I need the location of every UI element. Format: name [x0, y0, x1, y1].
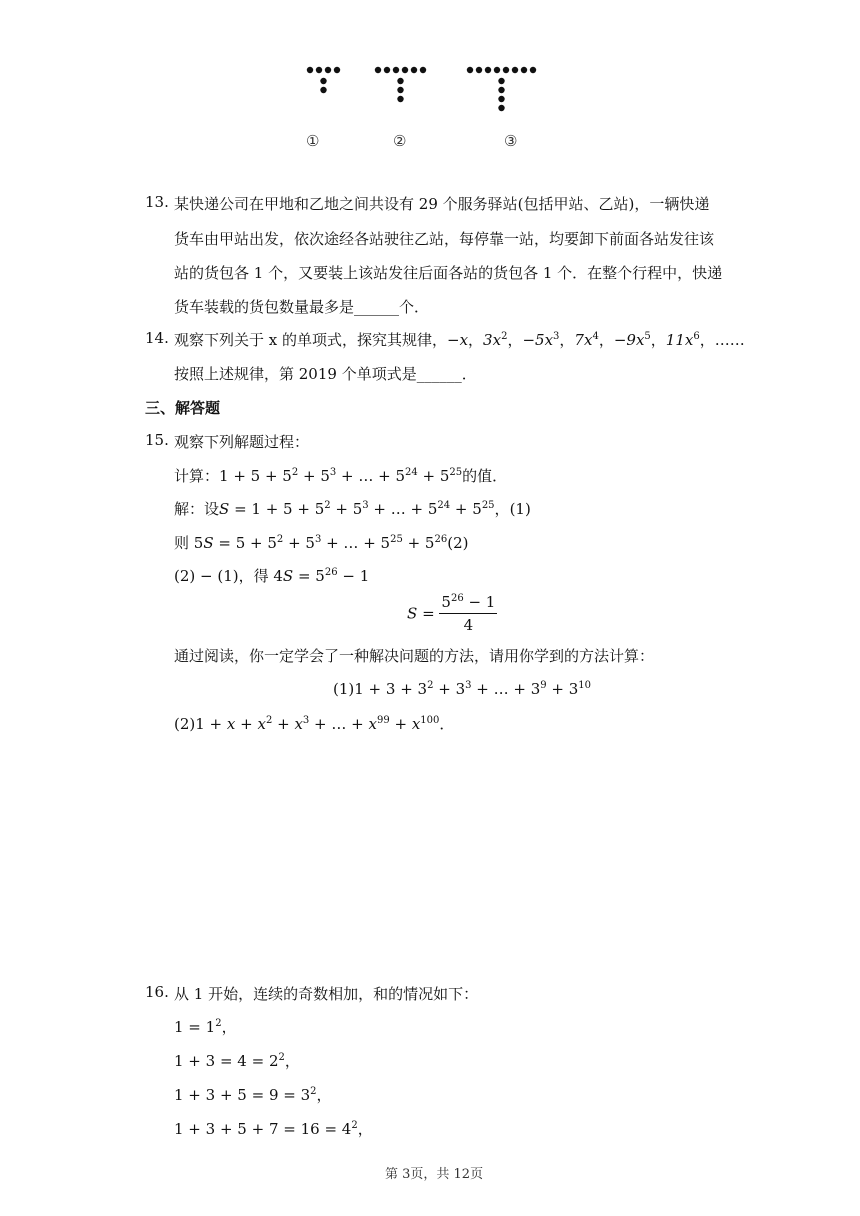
part-2: $(2)1 + x + x^2 + x^3$ + … + $x^{99} + x^{100}$．	[174, 715, 455, 733]
question-text-line: 站的货包各 1 个，又要装上该站发往后面各站的货包各 1 个．在整个行程中，快递	[174, 264, 723, 282]
term: 11x	[665, 331, 694, 349]
pattern-dot	[393, 67, 399, 73]
figure-label-2: ②	[393, 132, 407, 150]
term: 3x	[483, 331, 502, 349]
question-text-line: 货车由甲站出发，依次途经各站驶往乙站，每停靠一站，均要卸下前面各站发往该	[174, 230, 715, 248]
page-footer: 第 3页，共 12页	[385, 1167, 484, 1182]
question-text-line: 从 1 开始，连续的奇数相加，和的情况如下：	[174, 985, 479, 1003]
question-text-line: 通过阅读，你一定学会了一种解决问题的方法，请用你学到的方法计算：	[174, 647, 655, 665]
formula: $S = 1 + 5 + 5^2 + 5^3$ + … + $5^{24} + 5^{25}$	[219, 500, 495, 518]
pattern-dot	[397, 96, 403, 102]
pattern-dot	[397, 87, 403, 93]
formula: $1 + x + x^2 + x^3$ + … + $x^{99} + x^{100}$	[195, 715, 440, 733]
solution-line: (2) − (1)，得 $4S = 5^{26} - 1$	[174, 567, 370, 585]
question-number: 13.	[145, 193, 169, 211]
question-text-line: 观察下列关于 x 的单项式，探究其规律，−x，$3x^2$，$-5x^3$，$7x^4$，$-9x^5$，$11x^6$，……	[174, 331, 745, 349]
pattern-dot	[503, 67, 509, 73]
dot-pattern-figure	[290, 58, 570, 158]
pattern-dot	[530, 67, 536, 73]
pattern-dot	[375, 67, 381, 73]
question-number: 16.	[145, 983, 169, 1001]
calc-line: 计算：$1 + 5 + 5^2 + 5^3$ + … + $5^{24} + 5^{25}$的值．	[174, 467, 508, 485]
term: −5x	[522, 331, 554, 349]
pattern-dot	[498, 87, 504, 93]
section-heading: 三、解答题	[145, 399, 221, 417]
question-number: 15.	[145, 431, 169, 449]
pattern-dot	[476, 67, 482, 73]
equation-line: $1 + 3 = 4 = 2^2$，	[174, 1052, 300, 1070]
pattern-dot	[411, 67, 417, 73]
pattern-dot	[498, 78, 504, 84]
pattern-dot	[467, 67, 473, 73]
pattern-dot	[325, 67, 331, 73]
equation-line: $1 + 3 + 5 = 9 = 3^2$，	[174, 1086, 332, 1104]
question-text-line: 观察下列解题过程：	[174, 433, 310, 451]
pattern-dot	[498, 105, 504, 111]
pattern-3	[467, 67, 536, 111]
pattern-dot	[320, 78, 326, 84]
pattern-1	[307, 67, 340, 93]
pattern-dot	[498, 96, 504, 102]
pattern-dot	[512, 67, 518, 73]
pattern-dot	[420, 67, 426, 73]
question-text-line: 货车装载的货包数量最多是______个．	[174, 298, 430, 316]
pattern-dot	[307, 67, 313, 73]
pattern-dot	[334, 67, 340, 73]
pattern-dot	[402, 67, 408, 73]
pattern-dot	[316, 67, 322, 73]
term: 7x	[574, 331, 593, 349]
pattern-dot	[320, 87, 326, 93]
equation-line: $1 + 3 + 5 + 7 = 16 = 4^2$，	[174, 1120, 373, 1138]
figure-label-1: ①	[306, 132, 320, 150]
pattern-dot	[521, 67, 527, 73]
fraction-result: S = $\frac{5^{26} - 1}{4}$	[407, 593, 496, 634]
question-number: 14.	[145, 329, 169, 347]
fraction: $\frac{5^{26} - 1}{4}$	[441, 593, 496, 634]
pattern-dot	[485, 67, 491, 73]
formula: $4S = 5^{26} - 1$	[273, 567, 370, 585]
formula: $1 + 5 + 5^2 + 5^3$ + … + $5^{24} + 5^{25}$	[219, 467, 463, 485]
pattern-dot	[494, 67, 500, 73]
formula: $5S = 5 + 5^2 + 5^3$ + … + $5^{25} + 5^{26}$	[193, 534, 448, 552]
figure-label-3: ③	[504, 132, 518, 150]
question-text-line: 某快递公司在甲地和乙地之间共设有 29 个服务驿站(包括甲站、乙站)，一辆快递	[174, 195, 710, 213]
part-1: $(1)1 + 3 + 3^2 + 3^3$ + … + $3^9 + 3^{10}$	[333, 680, 592, 698]
pattern-dot	[397, 78, 403, 84]
pattern-2	[375, 67, 426, 102]
solution-line: 解：设$S = 1 + 5 + 5^2 + 5^3$ + … + $5^{24} + 5^{25}$，(1)	[174, 500, 531, 518]
question-text-line: 按照上述规律，第 2019 个单项式是______．	[174, 365, 477, 383]
solution-line: 则 $5S = 5 + 5^2 + 5^3$ + … + $5^{25} + 5^{26}(2)$	[174, 534, 469, 552]
term: −9x	[613, 331, 645, 349]
term: −x	[447, 331, 469, 349]
formula: $1 + 3 + 3^2 + 3^3$ + … + $3^9 + 3^{10}$	[354, 680, 592, 698]
pattern-dot	[384, 67, 390, 73]
equation-line: $1 = 1^2$，	[174, 1018, 237, 1036]
